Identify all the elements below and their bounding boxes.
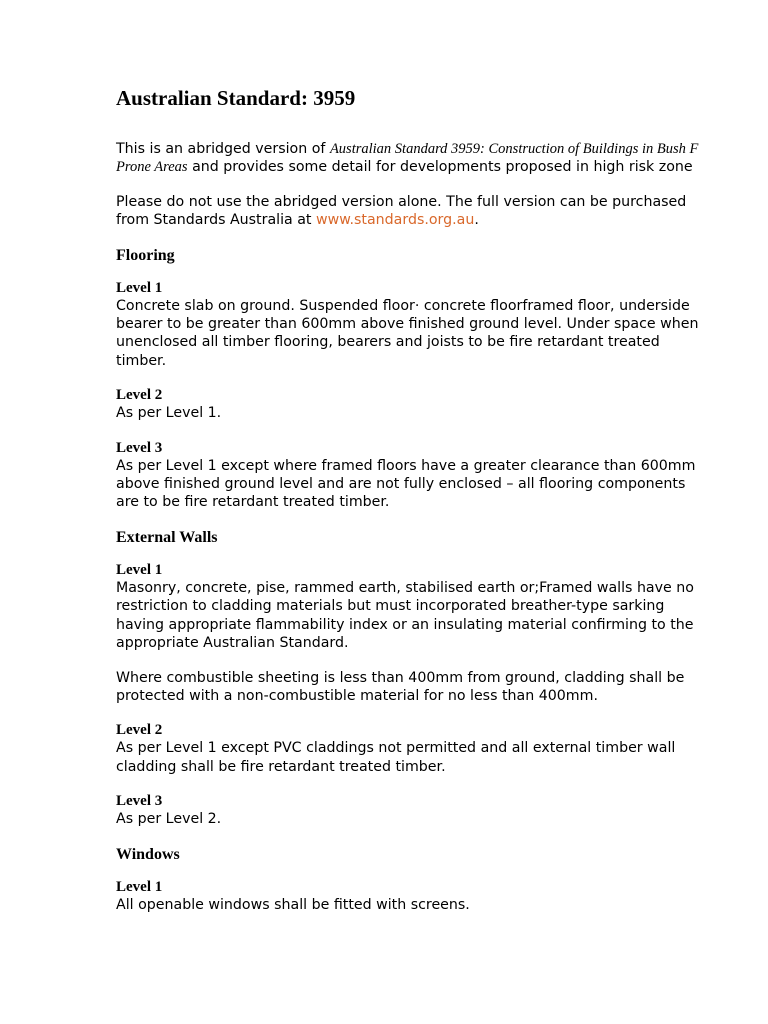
intro-text: This is an abridged version of (116, 141, 330, 157)
intro-paragraph (116, 140, 768, 177)
flooring-level-3 (116, 439, 768, 512)
standard-title-italic: Australian Standard 3959: Construction of Buildings in Bush F (329, 141, 699, 157)
text-line: are to be fire retardant treated timber. (116, 494, 390, 511)
paragraph-gap (116, 653, 768, 669)
level-text (116, 810, 768, 828)
text-line: As per Level 2. (116, 811, 222, 828)
external-walls-level-3 (116, 792, 768, 828)
text-line: appropriate Australian Standard. (116, 635, 349, 652)
text-line: Where combustible sheeting is less than 400mm from ground, cladding shall be (116, 669, 685, 686)
notice-line-1: Please do not use the abridged version alone. The full version can be purchased (116, 193, 687, 210)
text-line: As per Level 1 except PVC claddings not permitted and all external timber wall (116, 740, 676, 757)
text-line: restriction to cladding materials but must incorporated breather-type sarking (116, 598, 665, 615)
level-label: Level 3 (116, 793, 163, 810)
flooring-level-1 (116, 279, 768, 371)
level-text (116, 404, 768, 422)
level-text (116, 896, 768, 914)
level-label: Level 3 (116, 439, 163, 456)
section-heading-external-walls: External Walls (116, 528, 218, 546)
section-heading-windows: Windows (116, 845, 180, 863)
intro-line-1 (116, 140, 768, 158)
windows-level-1 (116, 878, 768, 914)
standard-title-italic-cont: Prone Areas (116, 159, 188, 176)
text-line: As per Level 1 except where framed floors have a greater clearance than 600mm (116, 457, 696, 474)
level-label: Level 1 (116, 878, 163, 895)
text-line: All openable windows shall be fitted with screens. (116, 896, 470, 913)
text-line: bearer to be greater than 600mm above finished ground level. Under space when (116, 316, 699, 333)
text-line: As per Level 1. (116, 405, 222, 422)
level-label: Level 1 (116, 279, 163, 296)
document-title: Australian Standard: 3959 (116, 86, 356, 110)
text-line: protected with a non-combustible material for no less than 400mm. (116, 687, 598, 704)
text-line: above finished ground level and are not fully enclosed – all flooring components (116, 476, 686, 493)
level-text (116, 297, 768, 371)
document-body (116, 86, 768, 930)
level-text (116, 579, 768, 653)
section-heading-flooring: Flooring (116, 246, 175, 264)
text-line: Concrete slab on ground. Suspended floor· concrete floorframed floor, underside (116, 297, 690, 314)
text-line: cladding shall be fire retardant treated timber. (116, 758, 446, 775)
text-line: timber. (116, 352, 167, 369)
notice-paragraph (116, 193, 768, 230)
level-text (116, 739, 768, 776)
level-text (116, 457, 768, 512)
level-label: Level 2 (116, 387, 163, 404)
text-line: having appropriate flammability index or an insulating material confirming to the (116, 616, 694, 633)
level-text-extra (116, 669, 768, 706)
notice-line-2 (116, 211, 768, 229)
level-label: Level 2 (116, 722, 163, 739)
external-walls-level-2 (116, 721, 768, 776)
standards-link[interactable]: www.standards.org.au (316, 212, 475, 229)
intro-text-cont: and provides some detail for developments proposed in high risk zone (187, 159, 693, 176)
level-label: Level 1 (116, 561, 163, 578)
external-walls-level-1 (116, 561, 768, 705)
notice-period: . (474, 212, 479, 229)
flooring-level-2 (116, 386, 768, 422)
notice-text: from Standards Australia at (116, 212, 317, 229)
text-line: unenclosed all timber flooring, bearers and joists to be fire retardant treated (116, 334, 660, 351)
text-line: Masonry, concrete, pise, rammed earth, stabilised earth or;Framed walls have no (116, 579, 694, 596)
intro-line-2 (116, 158, 768, 176)
